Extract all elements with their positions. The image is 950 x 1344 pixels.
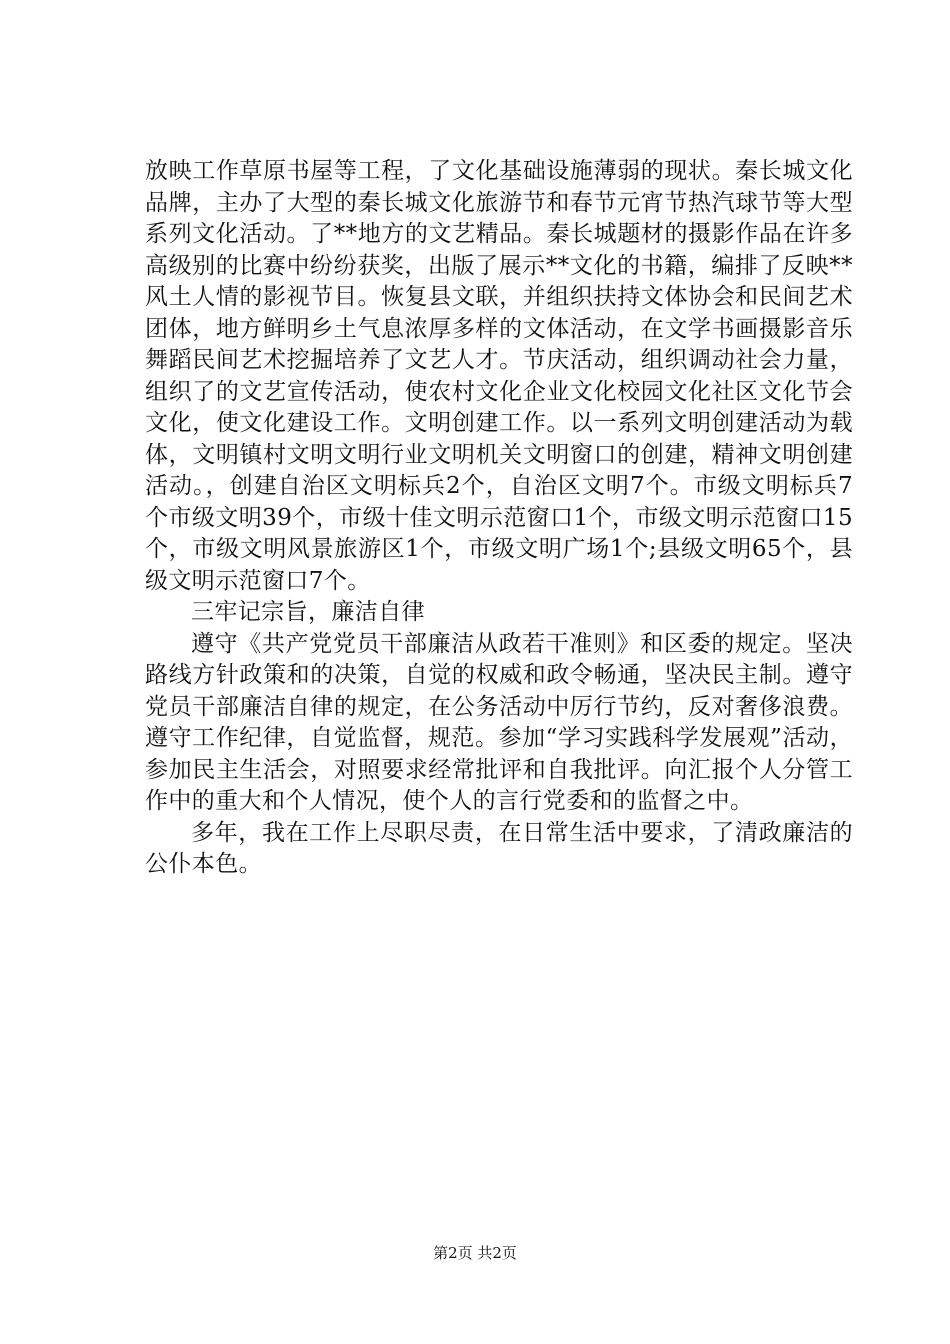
page-footer: 第2页 共2页 <box>433 1244 517 1262</box>
body-paragraph-2: 遵守《共产党党员干部廉洁从政若干准则》和区委的规定。坚决路线方针政策和的决策，自觉的权威和政令畅通，坚决民主制。遵守党员干部廉洁自律的规定，在公务活动中厉行节约，反对奢侈浪费。遵守工作纪律，自觉监督，规范。参加“学习实践科学发展观”活动，参加民主生活会，对照要求经常批评和自我批评。向汇报个人分管工作中的重大和个人情况，使个人的言行党委和的监督之中。 <box>145 630 853 814</box>
document-body <box>145 156 853 881</box>
body-paragraph-3: 多年，我在工作上尽职尽责，在日常生活中要求，了清政廉洁的公仆本色。 <box>145 819 853 877</box>
section-heading: 三牢记宗旨，廉洁自律 <box>191 599 425 625</box>
body-paragraph-1: 放映工作草原书屋等工程，了文化基础设施薄弱的现状。秦长城文化品牌，主办了大型的秦长城文化旅游节和春节元宵节热汽球节等大型系列文化活动。了**地方的文艺精品。秦长城题材的摄影作品在许多高级别的比赛中纷纷获奖，出版了展示**文化的书籍，编排了反映**风土人情的影视节目。恢复县文联，并组织扶持文体协会和民间艺术团体，地方鲜明乡土气息浓厚多样的文体活动，在文学书画摄影音乐舞蹈民间艺术挖掘培养了文艺人才。节庆活动，组织调动社会力量，组织了的文艺宣传活动，使农村文化企业文化校园文化社区文化节会文化，使文化建设工作。文明创建工作。以一系列文明创建活动为载体，文明镇村文明文明行业文明机关文明窗口的创建，精神文明创建活动。，创建自治区文明标兵2个，自治区文明7个。市级文明标兵7个市级文明39个，市级十佳文明示范窗口1个，市级文明示范窗口15个，市级文明风景旅游区1个，市级文明广场1个;县级文明65个，县级文明示范窗口7个。 <box>145 158 853 594</box>
